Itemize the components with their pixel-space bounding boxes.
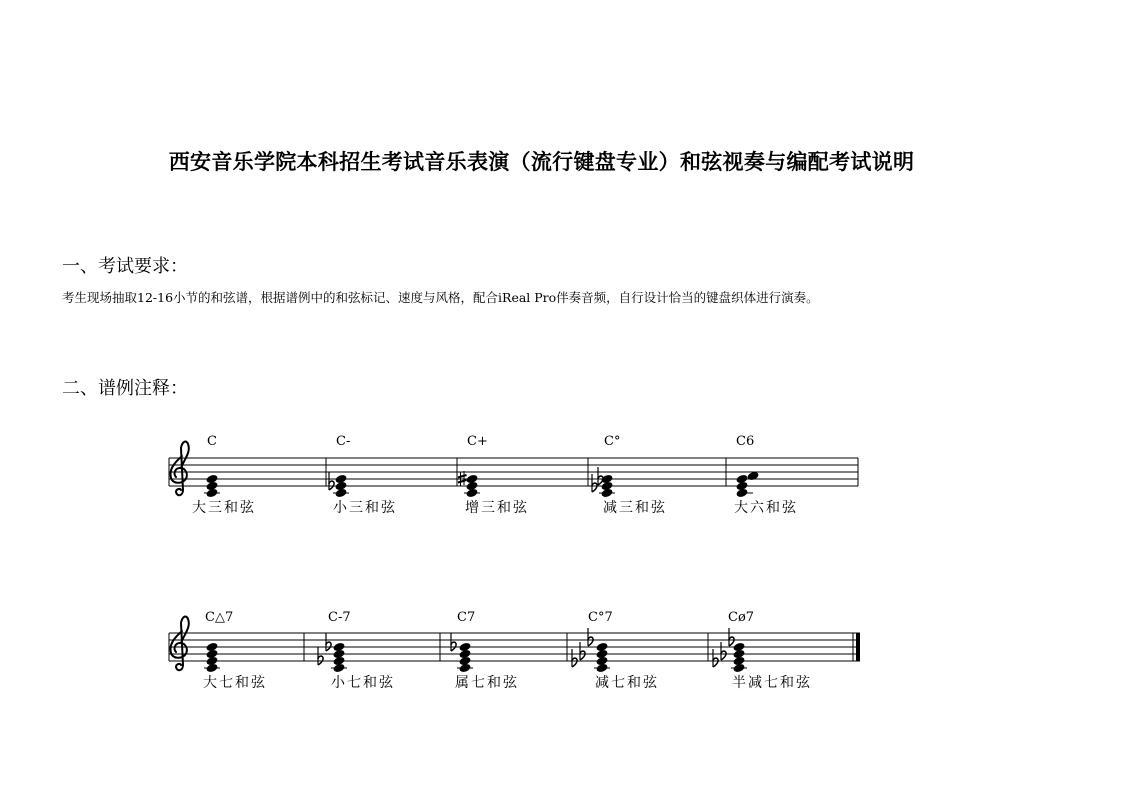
chord-symbol: C6 — [736, 434, 755, 449]
requirements-text: 考生现场抽取12-16小节的和弦谱，根据谱例中的和弦标记、速度与风格，配合iReal Pro伴奏音频，自行设计恰当的键盘织体进行演奏。 — [62, 290, 819, 305]
treble-clef-icon — [170, 441, 188, 495]
chord-label: 减七和弦 — [595, 675, 659, 691]
chord-symbol: C+ — [467, 434, 488, 449]
chord-Cmaj7 — [206, 642, 219, 674]
chord-label: 增三和弦 — [465, 500, 529, 516]
chord-symbol: C — [207, 434, 217, 449]
chord-label: 半减七和弦 — [732, 675, 812, 691]
chord-Chalfdim7 — [713, 628, 745, 673]
chord-label: 大七和弦 — [203, 675, 267, 691]
chord-Cdim7 — [572, 628, 608, 673]
chord-symbol: C- — [336, 434, 351, 449]
chord-symbol: C-7 — [328, 610, 351, 625]
chord-C — [206, 474, 219, 499]
chord-label: 小七和弦 — [331, 675, 395, 691]
chord-symbol: Cø7 — [728, 610, 755, 625]
chord-Caug — [458, 471, 478, 498]
chord-label: 大六和弦 — [734, 500, 798, 516]
page-title: 西安音乐学院本科招生考试音乐表演（流行键盘专业）和弦视奏与编配考试说明 — [168, 149, 915, 174]
chord-symbol: C7 — [457, 610, 476, 625]
section-heading-requirements: 一、考试要求： — [62, 256, 188, 277]
chord-label: 大三和弦 — [192, 500, 256, 516]
chord-label: 属七和弦 — [455, 675, 519, 691]
chord-Cm7 — [318, 633, 345, 673]
chord-symbol: C△7 — [205, 610, 234, 625]
section-heading-score-notes: 二、谱例注释： — [62, 378, 188, 399]
chord-symbol: C° — [604, 434, 621, 449]
chord-symbol: C°7 — [588, 610, 613, 625]
chord-C7 — [451, 633, 471, 673]
treble-clef-icon — [170, 616, 188, 670]
staff-row-1 — [169, 434, 858, 516]
chord-Cminor — [329, 472, 347, 498]
chord-label: 小三和弦 — [333, 500, 397, 516]
staff-row-2 — [169, 610, 860, 691]
chord-label: 减三和弦 — [603, 500, 667, 516]
chord-C6 — [736, 471, 760, 499]
